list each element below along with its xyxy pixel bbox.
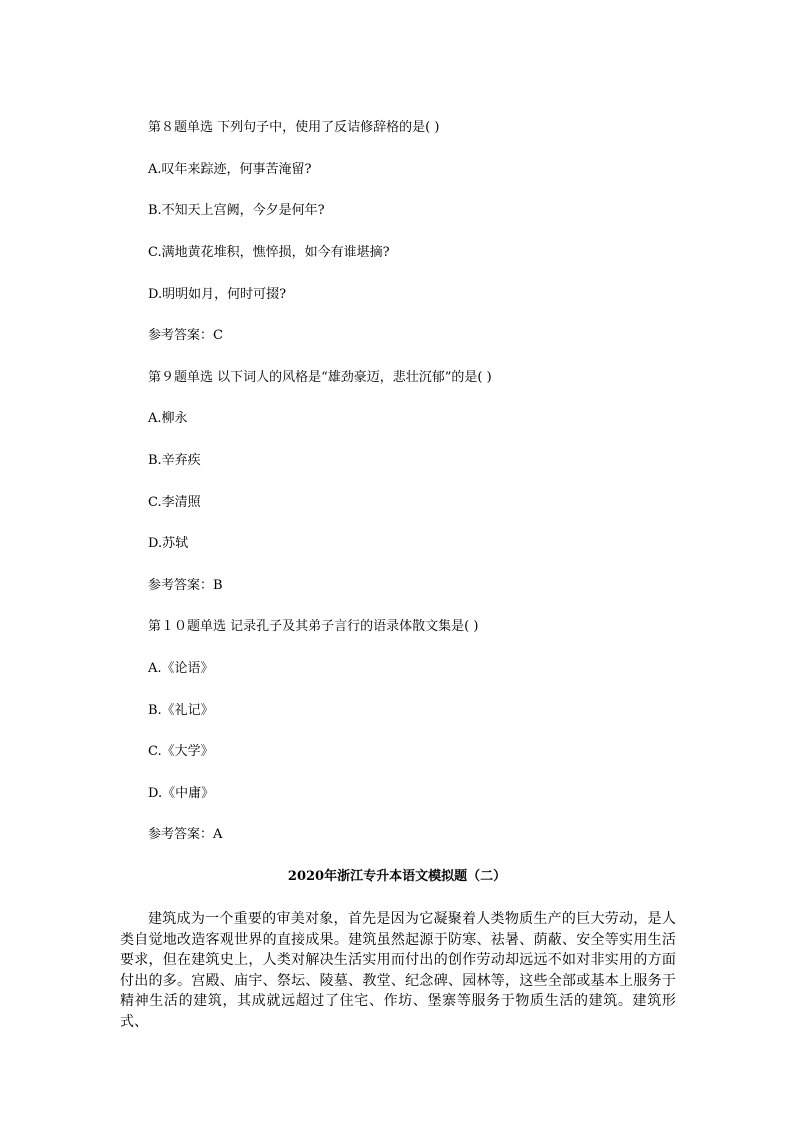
question-9-option-d: D.苏轼 (148, 536, 189, 551)
section-title: 2020年浙江专升本语文模拟题（二） (287, 869, 507, 884)
question-10-option-d: D.《中庸》 (148, 786, 215, 801)
question-9-option-c: C.李清照 (148, 495, 201, 510)
question-10-option-c: C.《大学》 (148, 744, 214, 759)
question-10-option-a: A.《论语》 (148, 661, 214, 676)
question-9-option-b: B.辛弃疾 (148, 453, 201, 468)
question-10-option-b: B.《礼记》 (148, 703, 214, 718)
question-8-option-b: B.不知天上宫阙，今夕是何年? (148, 203, 325, 218)
question-8-option-a: A.叹年来踪迹，何事苦淹留? (148, 162, 312, 177)
question-9-answer: 参考答案：B (148, 578, 223, 593)
question-9-prompt: 第９题单选 以下词人的风格是“雄劲豪迈，悲壮沉郁”的是( ) (148, 370, 492, 385)
reading-passage: 建筑成为一个重要的审美对象，首先是因为它凝聚着人类物质生产的巨大劳动，是人类自觉地改造客观世界的直接成果。建筑虽然起源于防寒、祛暑、荫蔽、安全等实用生活要求，但在建筑史上，人类对解决生活实用而付出的创作劳动却远远不如对非实用的方面付出的多。宫殿、庙宇、祭坛、陵墓、教堂、纪念碑、园林等，这些全部或基本上服务于精神生活的建筑，其成就远超过了住宅、作坊、堡寨等服务于物质生活的建筑。建筑形式、 (120, 911, 676, 1030)
question-10-prompt: 第１０题单选 记录孔子及其弟子言行的语录体散文集是( ) (148, 619, 479, 634)
question-8-option-c: C.满地黄花堆积，憔悴损，如今有谁堪摘? (148, 245, 390, 260)
question-10-answer: 参考答案：A (148, 827, 223, 842)
question-8-prompt: 第８题单选 下列句子中，使用了反诘修辞格的是( ) (148, 120, 440, 135)
question-8-answer: 参考答案：C (148, 328, 223, 343)
question-9-option-a: A.柳永 (148, 411, 188, 426)
question-8-option-d: D.明明如月，何时可掇? (148, 287, 287, 302)
